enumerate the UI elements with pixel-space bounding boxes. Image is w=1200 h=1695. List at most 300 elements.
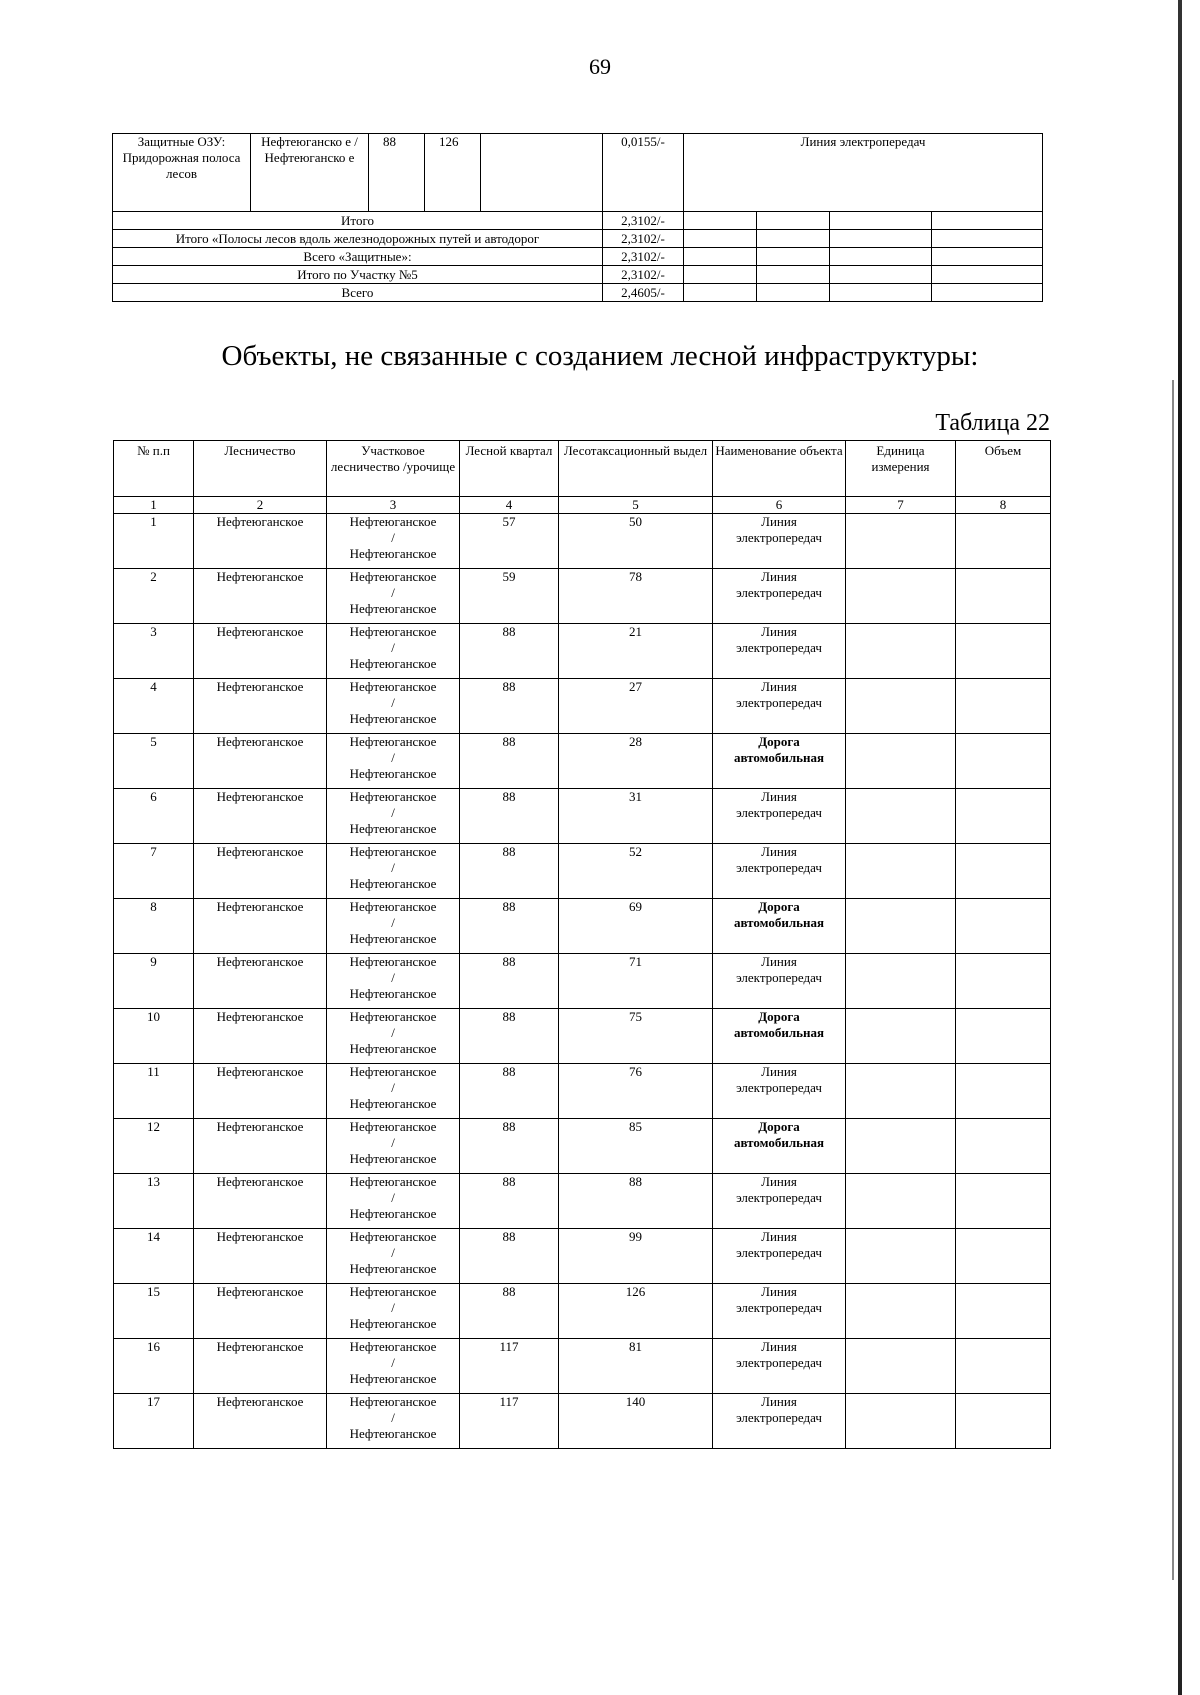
column-number: 1 (114, 497, 194, 514)
sum-row (113, 284, 1043, 302)
district-separator: / (391, 1300, 395, 1315)
forestry-cell: Нефтеюганское (194, 679, 327, 734)
district-cell (327, 734, 460, 789)
object-type: электропередач (736, 1245, 822, 1260)
sum-label: Всего (113, 284, 603, 302)
object-name: Дорога (758, 734, 800, 749)
district-tract: Нефтеюганское (349, 1151, 437, 1166)
district-tract: Нефтеюганское (349, 546, 437, 561)
section-cell: 140 (559, 1394, 713, 1449)
object-cell (713, 624, 846, 679)
district-name: Нефтеюганское (349, 899, 437, 914)
district-cell (327, 1339, 460, 1394)
district-cell (327, 569, 460, 624)
sum-value: 2,4605/- (603, 284, 684, 302)
district-cell (327, 1174, 460, 1229)
object-cell (713, 1284, 846, 1339)
quarter-cell: 88 (460, 734, 559, 789)
table-body (114, 514, 1051, 1449)
table-row (114, 624, 1051, 679)
section-cell: 81 (559, 1339, 713, 1394)
district-separator: / (391, 860, 395, 875)
district-name: Нефтеюганское (349, 514, 437, 529)
object-cell (713, 514, 846, 569)
quarter-cell: 88 (460, 1174, 559, 1229)
empty-cell (684, 230, 757, 248)
unit-cell (846, 954, 956, 1009)
district-name: Нефтеюганское (349, 954, 437, 969)
district-name: Нефтеюганское (349, 789, 437, 804)
header-cell: Единица измерения (846, 441, 956, 497)
volume-cell (956, 569, 1051, 624)
row-number: 3 (114, 624, 194, 679)
section-cell: 85 (559, 1119, 713, 1174)
row-number: 17 (114, 1394, 194, 1449)
object-cell (713, 789, 846, 844)
empty-cell (684, 248, 757, 266)
quarter-cell: 88 (460, 1009, 559, 1064)
district-cell (327, 899, 460, 954)
forestry-cell: Нефтеюганско е / Нефтеюганско е (251, 134, 369, 212)
district-name: Нефтеюганское (349, 1229, 437, 1244)
section-cell: 76 (559, 1064, 713, 1119)
district-name: Нефтеюганское (349, 844, 437, 859)
sum-row (113, 266, 1043, 284)
section-title: Объекты, не связанные с созданием лесной инфраструктуры: (221, 340, 979, 372)
empty-cell (481, 134, 603, 212)
forestry-cell: Нефтеюганское (194, 1339, 327, 1394)
header-cell: Лесной квартал (460, 441, 559, 497)
row-number: 15 (114, 1284, 194, 1339)
object-type: автомобильная (733, 1135, 825, 1150)
district-name: Нефтеюганское (349, 1284, 437, 1299)
district-cell (327, 789, 460, 844)
object-name: Линия (761, 954, 797, 969)
row-number: 12 (114, 1119, 194, 1174)
column-number: 7 (846, 497, 956, 514)
category-cell: Защитные ОЗУ: Придорожная полоса лесов (113, 134, 251, 212)
district-cell (327, 1229, 460, 1284)
unit-cell (846, 844, 956, 899)
object-type: электропередач (736, 1410, 822, 1425)
district-name: Нефтеюганское (349, 679, 437, 694)
volume-cell (956, 1174, 1051, 1229)
row-number: 7 (114, 844, 194, 899)
header-row (114, 441, 1051, 497)
unit-cell (846, 514, 956, 569)
district-tract: Нефтеюганское (349, 821, 437, 836)
quarter-cell: 88 (460, 1229, 559, 1284)
district-separator: / (391, 640, 395, 655)
district-tract: Нефтеюганское (349, 1426, 437, 1441)
object-cell (713, 1064, 846, 1119)
district-tract: Нефтеюганское (349, 766, 437, 781)
sum-value: 2,3102/- (603, 230, 684, 248)
page-number: 69 (589, 54, 611, 79)
district-tract: Нефтеюганское (349, 656, 437, 671)
forestry-cell: Нефтеюганское (194, 1284, 327, 1339)
table-row (114, 1174, 1051, 1229)
column-number: 3 (327, 497, 460, 514)
district-name: Нефтеюганское (349, 1174, 437, 1189)
sum-row (113, 248, 1043, 266)
table-row (114, 899, 1051, 954)
empty-cell (684, 212, 757, 230)
unit-cell (846, 899, 956, 954)
object-cell (713, 1119, 846, 1174)
empty-cell (757, 212, 830, 230)
quarter-cell: 88 (460, 1119, 559, 1174)
object-type: электропередач (736, 585, 822, 600)
object-type: электропередач (736, 1080, 822, 1095)
header-cell: № п.п (114, 441, 194, 497)
empty-cell (932, 230, 1043, 248)
unit-cell (846, 679, 956, 734)
object-type: электропередач (736, 1355, 822, 1370)
section-cell: 71 (559, 954, 713, 1009)
forestry-cell: Нефтеюганское (194, 789, 327, 844)
district-separator: / (391, 585, 395, 600)
district-separator: / (391, 970, 395, 985)
forestry-cell: Нефтеюганское (194, 1119, 327, 1174)
district-separator: / (391, 1355, 395, 1370)
volume-cell (956, 679, 1051, 734)
unit-cell (846, 569, 956, 624)
unit-cell (846, 1339, 956, 1394)
section-cell: 126 (425, 134, 481, 212)
district-name: Нефтеюганское (349, 1064, 437, 1079)
scan-edge-line (1172, 380, 1174, 1580)
object-cell (713, 1009, 846, 1064)
empty-cell (830, 266, 932, 284)
district-tract: Нефтеюганское (349, 876, 437, 891)
volume-cell (956, 734, 1051, 789)
sum-value: 2,3102/- (603, 266, 684, 284)
empty-cell (757, 266, 830, 284)
volume-cell (956, 1009, 1051, 1064)
quarter-cell: 57 (460, 514, 559, 569)
quarter-cell: 88 (460, 1064, 559, 1119)
district-name: Нефтеюганское (349, 624, 437, 639)
empty-cell (932, 212, 1043, 230)
unit-cell (846, 1009, 956, 1064)
quarter-cell: 88 (460, 679, 559, 734)
header-cell: Наименование объекта (713, 441, 846, 497)
object-type: электропередач (736, 695, 822, 710)
table-caption: Таблица 22 (935, 410, 1050, 436)
objects-table (113, 440, 1051, 1449)
object-name: Линия (761, 1174, 797, 1189)
district-tract: Нефтеюганское (349, 1206, 437, 1221)
object-name: Линия (761, 679, 797, 694)
empty-cell (684, 266, 757, 284)
section-cell: 69 (559, 899, 713, 954)
object-name: Дорога (758, 1009, 800, 1024)
column-number: 2 (194, 497, 327, 514)
object-type: электропередач (736, 805, 822, 820)
unit-cell (846, 789, 956, 844)
sum-label: Итого по Участку №5 (113, 266, 603, 284)
object-name: Линия (761, 569, 797, 584)
district-tract: Нефтеюганское (349, 986, 437, 1001)
column-number: 4 (460, 497, 559, 514)
table-row (114, 1119, 1051, 1174)
district-cell (327, 844, 460, 899)
row-number: 16 (114, 1339, 194, 1394)
forestry-cell: Нефтеюганское (194, 1064, 327, 1119)
district-separator: / (391, 1080, 395, 1095)
unit-cell (846, 1394, 956, 1449)
object-cell (713, 1229, 846, 1284)
object-type: автомобильная (733, 750, 825, 765)
continuation-first-row (113, 134, 1043, 212)
quarter-cell: 117 (460, 1339, 559, 1394)
district-separator: / (391, 1410, 395, 1425)
object-type: электропередач (736, 1300, 822, 1315)
sum-value: 2,3102/- (603, 248, 684, 266)
district-tract: Нефтеюганское (349, 1261, 437, 1276)
object-type: электропередач (736, 530, 822, 545)
object-type: электропередач (736, 1190, 822, 1205)
district-name: Нефтеюганское (349, 569, 437, 584)
empty-cell (830, 248, 932, 266)
table-row (114, 1229, 1051, 1284)
district-tract: Нефтеюганское (349, 1371, 437, 1386)
section-cell: 88 (559, 1174, 713, 1229)
object-name: Линия (761, 1229, 797, 1244)
object-cell (713, 954, 846, 1009)
unit-cell (846, 624, 956, 679)
district-cell (327, 514, 460, 569)
object-cell (713, 1339, 846, 1394)
district-tract: Нефтеюганское (349, 931, 437, 946)
forestry-cell: Нефтеюганское (194, 1174, 327, 1229)
empty-cell (932, 266, 1043, 284)
table-row (114, 954, 1051, 1009)
row-number: 13 (114, 1174, 194, 1229)
empty-cell (684, 284, 757, 302)
unit-cell (846, 1229, 956, 1284)
unit-cell (846, 1064, 956, 1119)
forestry-cell: Нефтеюганское (194, 1394, 327, 1449)
row-number: 8 (114, 899, 194, 954)
object-name: Линия (761, 789, 797, 804)
empty-cell (830, 212, 932, 230)
district-separator: / (391, 1135, 395, 1150)
empty-cell (757, 248, 830, 266)
quarter-cell: 117 (460, 1394, 559, 1449)
table-row (114, 514, 1051, 569)
object-name: Линия (761, 624, 797, 639)
volume-cell (956, 1339, 1051, 1394)
table-row (114, 1394, 1051, 1449)
object-cell (713, 569, 846, 624)
object-name: Линия (761, 1394, 797, 1409)
column-number: 5 (559, 497, 713, 514)
district-separator: / (391, 1245, 395, 1260)
district-name: Нефтеюганское (349, 1394, 437, 1409)
scan-edge-shadow (1178, 0, 1182, 1695)
district-separator: / (391, 530, 395, 545)
object-name: Линия (761, 1064, 797, 1079)
row-number: 1 (114, 514, 194, 569)
sum-label: Всего «Защитные»: (113, 248, 603, 266)
forestry-cell: Нефтеюганское (194, 844, 327, 899)
volume-cell (956, 1119, 1051, 1174)
district-cell (327, 1064, 460, 1119)
quarter-cell: 88 (460, 954, 559, 1009)
object-name: Линия (761, 514, 797, 529)
empty-cell (830, 230, 932, 248)
empty-cell (757, 284, 830, 302)
object-cell (713, 844, 846, 899)
row-number: 14 (114, 1229, 194, 1284)
volume-cell (956, 1284, 1051, 1339)
empty-cell (757, 230, 830, 248)
district-separator: / (391, 695, 395, 710)
district-tract: Нефтеюганское (349, 1041, 437, 1056)
forestry-cell: Нефтеюганское (194, 1009, 327, 1064)
district-separator: / (391, 750, 395, 765)
district-name: Нефтеюганское (349, 1119, 437, 1134)
district-separator: / (391, 1025, 395, 1040)
forestry-cell: Нефтеюганское (194, 954, 327, 1009)
district-cell (327, 624, 460, 679)
header-cell: Участковое лесничество /урочище (327, 441, 460, 497)
district-separator: / (391, 915, 395, 930)
sum-row (113, 212, 1043, 230)
unit-cell (846, 734, 956, 789)
row-number: 5 (114, 734, 194, 789)
forestry-cell: Нефтеюганское (194, 734, 327, 789)
forestry-cell: Нефтеюганское (194, 899, 327, 954)
forestry-cell: Нефтеюганское (194, 514, 327, 569)
section-cell: 31 (559, 789, 713, 844)
volume-cell (956, 624, 1051, 679)
district-cell (327, 1119, 460, 1174)
table-row (114, 1009, 1051, 1064)
object-name: Линия (761, 1339, 797, 1354)
unit-cell (846, 1174, 956, 1229)
forestry-cell: Нефтеюганское (194, 624, 327, 679)
object-cell (713, 899, 846, 954)
continuation-table (112, 133, 1043, 302)
district-cell (327, 1284, 460, 1339)
table-row (114, 569, 1051, 624)
quarter-cell: 88 (460, 789, 559, 844)
row-number: 6 (114, 789, 194, 844)
forestry-cell: Нефтеюганское (194, 1229, 327, 1284)
table-row (114, 734, 1051, 789)
quarter-cell: 59 (460, 569, 559, 624)
section-cell: 52 (559, 844, 713, 899)
section-cell: 50 (559, 514, 713, 569)
district-cell (327, 679, 460, 734)
object-type: электропередач (736, 860, 822, 875)
unit-cell (846, 1284, 956, 1339)
section-cell: 75 (559, 1009, 713, 1064)
sum-value: 2,3102/- (603, 212, 684, 230)
quarter-cell: 88 (460, 899, 559, 954)
volume-cell (956, 789, 1051, 844)
object-cell (713, 734, 846, 789)
district-tract: Нефтеюганское (349, 711, 437, 726)
volume-cell (956, 1064, 1051, 1119)
column-number: 6 (713, 497, 846, 514)
unit-cell (846, 1119, 956, 1174)
table-row (114, 844, 1051, 899)
column-number-row (114, 497, 1051, 514)
object-type: электропередач (736, 970, 822, 985)
row-number: 10 (114, 1009, 194, 1064)
column-number: 8 (956, 497, 1051, 514)
object-name: Линия (761, 1284, 797, 1299)
object-name: Дорога (758, 899, 800, 914)
sum-label: Итого «Полосы лесов вдоль железнодорожных путей и автодорог (113, 230, 603, 248)
table-row (114, 1064, 1051, 1119)
district-name: Нефтеюганское (349, 1339, 437, 1354)
section-cell: 99 (559, 1229, 713, 1284)
table-row (114, 1284, 1051, 1339)
volume-cell (956, 899, 1051, 954)
district-cell (327, 954, 460, 1009)
empty-cell (830, 284, 932, 302)
volume-cell (956, 954, 1051, 1009)
object-name: Линия (761, 844, 797, 859)
object-cell (713, 679, 846, 734)
header-cell: Лесотаксационный выдел (559, 441, 713, 497)
district-cell (327, 1394, 460, 1449)
sum-row (113, 230, 1043, 248)
district-name: Нефтеюганское (349, 1009, 437, 1024)
volume-cell (956, 844, 1051, 899)
volume-cell (956, 1229, 1051, 1284)
empty-cell (932, 248, 1043, 266)
row-number: 4 (114, 679, 194, 734)
object-name: Дорога (758, 1119, 800, 1134)
object-type: автомобильная (733, 915, 825, 930)
object-cell: Линия электропередач (684, 134, 1043, 212)
empty-cell (932, 284, 1043, 302)
district-name: Нефтеюганское (349, 734, 437, 749)
table-row (114, 1339, 1051, 1394)
object-type: автомобильная (733, 1025, 825, 1040)
section-cell: 27 (559, 679, 713, 734)
section-cell: 78 (559, 569, 713, 624)
header-cell: Лесничество (194, 441, 327, 497)
object-cell (713, 1394, 846, 1449)
section-cell: 21 (559, 624, 713, 679)
object-type: электропередач (736, 640, 822, 655)
object-cell (713, 1174, 846, 1229)
header-cell: Объем (956, 441, 1051, 497)
quarter-cell: 88 (460, 844, 559, 899)
table-row (114, 789, 1051, 844)
district-tract: Нефтеюганское (349, 1096, 437, 1111)
district-separator: / (391, 805, 395, 820)
volume-cell (956, 514, 1051, 569)
district-separator: / (391, 1190, 395, 1205)
section-cell: 28 (559, 734, 713, 789)
row-number: 2 (114, 569, 194, 624)
sum-label: Итого (113, 212, 603, 230)
table-row (114, 679, 1051, 734)
area-cell: 0,0155/- (603, 134, 684, 212)
row-number: 9 (114, 954, 194, 1009)
section-cell: 126 (559, 1284, 713, 1339)
district-tract: Нефтеюганское (349, 1316, 437, 1331)
quarter-cell: 88 (460, 624, 559, 679)
